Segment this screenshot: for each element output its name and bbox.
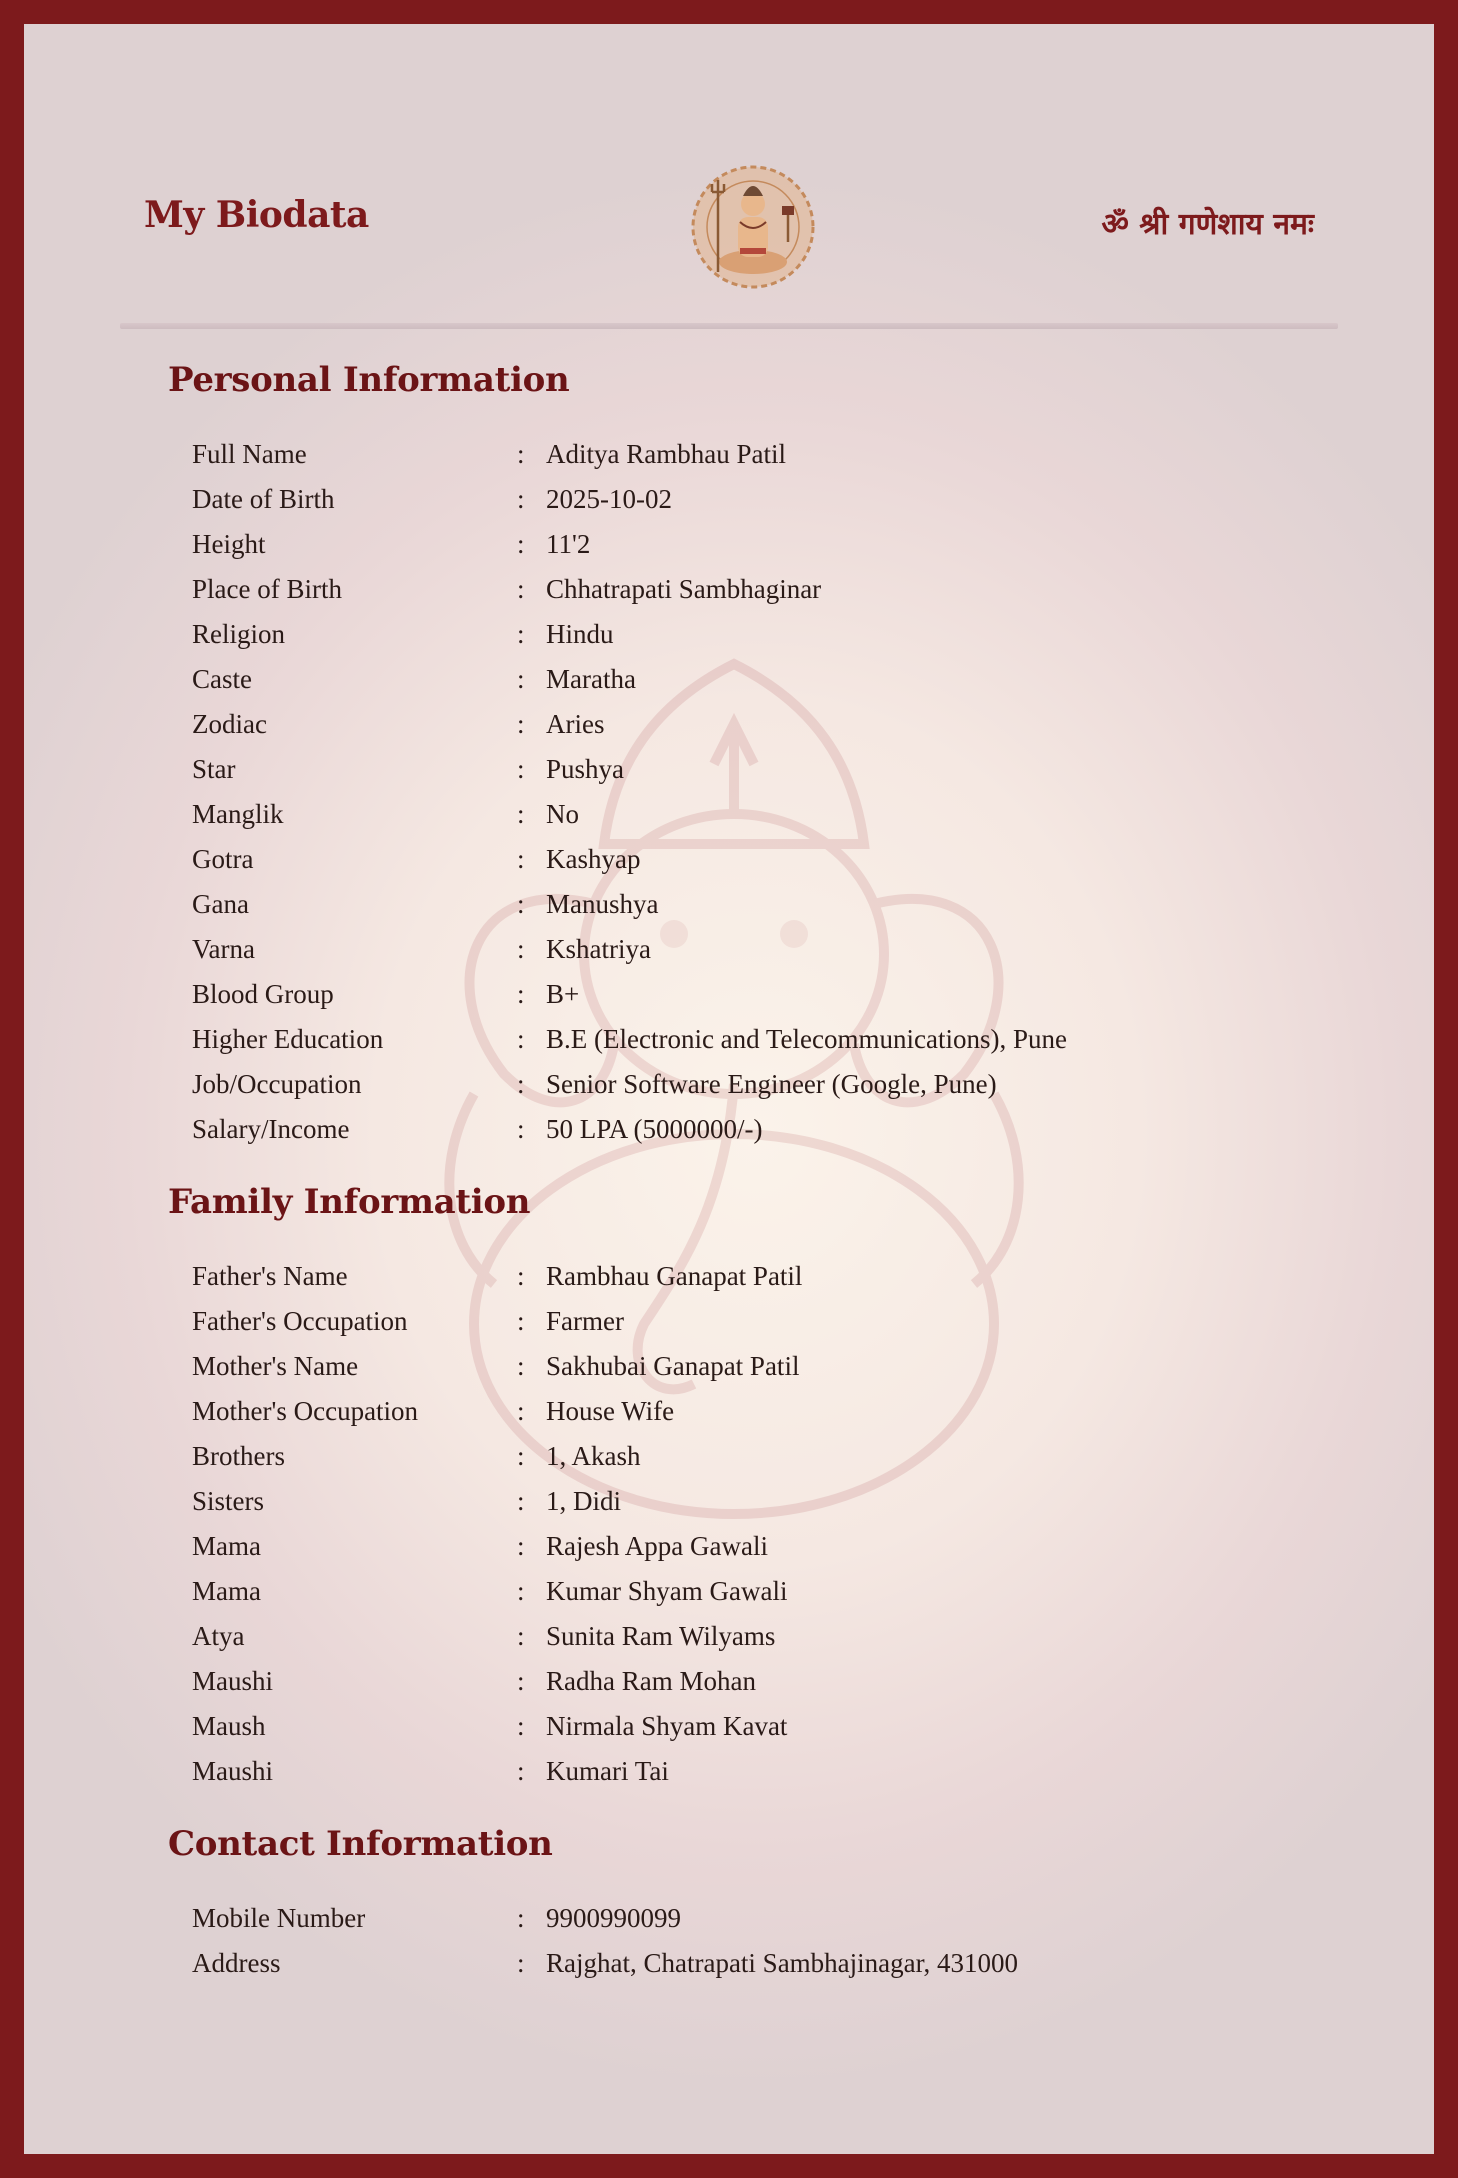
row-label: Height: [192, 529, 266, 559]
row-separator: :: [517, 484, 525, 514]
row-separator: :: [517, 1711, 525, 1741]
row-value: Rambhau Ganapat Patil: [546, 1261, 803, 1291]
row-separator: :: [517, 1351, 525, 1381]
row-value: No: [546, 799, 579, 829]
row-separator: :: [517, 1396, 525, 1426]
row-value: 2025-10-02: [546, 484, 672, 514]
row-separator: :: [517, 889, 525, 919]
row-label: Mother's Name: [192, 1351, 359, 1381]
row-label: Full Name: [192, 439, 307, 469]
row-label: Job/Occupation: [192, 1069, 362, 1099]
header-divider: [120, 323, 1338, 329]
row-separator: :: [517, 1903, 525, 1933]
section-title-personal: Personal Information: [168, 360, 570, 400]
row-value: Hindu: [546, 619, 614, 649]
row-label: Address: [192, 1948, 281, 1978]
row-separator: :: [517, 1621, 525, 1651]
page-header: [24, 24, 1434, 304]
row-label: Caste: [192, 664, 252, 694]
section-title-contact: Contact Information: [168, 1824, 553, 1864]
row-label: Blood Group: [192, 979, 334, 1009]
row-separator: :: [517, 799, 525, 829]
row-separator: :: [517, 1306, 525, 1336]
row-label: Maush: [192, 1711, 266, 1741]
row-label: Maushi: [192, 1666, 273, 1696]
row-value: Kashyap: [546, 844, 641, 874]
row-separator: :: [517, 1756, 525, 1786]
row-separator: :: [517, 1441, 525, 1471]
row-separator: :: [517, 574, 525, 604]
row-value: Nirmala Shyam Kavat: [546, 1711, 788, 1741]
row-separator: :: [517, 1576, 525, 1606]
biodata-page: [24, 24, 1434, 2154]
row-value: B+: [546, 979, 580, 1009]
row-label: Gana: [192, 889, 249, 919]
row-label: Sisters: [192, 1486, 265, 1516]
row-label: Brothers: [192, 1441, 285, 1471]
row-label: Father's Name: [192, 1261, 348, 1291]
row-label: Date of Birth: [192, 484, 335, 514]
row-separator: :: [517, 529, 525, 559]
row-separator: :: [517, 1948, 525, 1978]
row-separator: :: [517, 1531, 525, 1561]
row-label: Father's Occupation: [192, 1306, 408, 1336]
row-value: Rajghat, Chatrapati Sambhajinagar, 431000: [546, 1948, 1019, 1978]
row-value: 9900990099: [546, 1903, 681, 1933]
row-label: Mama: [192, 1531, 261, 1561]
shiva-emblem-icon: [688, 162, 818, 292]
row-value: B.E (Electronic and Telecommunications), Pune: [546, 1024, 1067, 1054]
page-title: My Biodata: [144, 194, 369, 236]
row-value: Chhatrapati Sambhaginar: [546, 574, 822, 604]
row-value: Radha Ram Mohan: [546, 1666, 756, 1696]
row-label: Maushi: [192, 1756, 273, 1786]
row-label: Salary/Income: [192, 1114, 350, 1144]
row-value: House Wife: [546, 1396, 675, 1426]
row-label: Mama: [192, 1576, 261, 1606]
row-value: Kshatriya: [546, 934, 651, 964]
row-label: Manglik: [192, 799, 284, 829]
mantra-text: ॐ श्री गणेशाय नमः: [1101, 207, 1314, 242]
section-title-family: Family Information: [168, 1182, 531, 1222]
row-separator: :: [517, 934, 525, 964]
row-value: Farmer: [546, 1306, 624, 1336]
row-separator: :: [517, 619, 525, 649]
row-value: 50 LPA (5000000/-): [546, 1114, 763, 1144]
row-separator: :: [517, 439, 525, 469]
row-value: Pushya: [546, 754, 625, 784]
row-value: Maratha: [546, 664, 636, 694]
row-value: Sunita Ram Wilyams: [546, 1621, 776, 1651]
row-separator: :: [517, 664, 525, 694]
row-separator: :: [517, 844, 525, 874]
row-value: 1, Akash: [546, 1441, 641, 1471]
row-value: Senior Software Engineer (Google, Pune): [546, 1069, 997, 1099]
row-value: Rajesh Appa Gawali: [546, 1531, 768, 1561]
row-value: Kumar Shyam Gawali: [546, 1576, 788, 1606]
row-label: Place of Birth: [192, 574, 342, 604]
row-value: Aditya Rambhau Patil: [546, 439, 786, 469]
row-label: Gotra: [192, 844, 254, 874]
row-separator: :: [517, 1114, 525, 1144]
row-label: Zodiac: [192, 709, 267, 739]
row-label: Higher Education: [192, 1024, 384, 1054]
row-value: Aries: [546, 709, 605, 739]
row-separator: :: [517, 979, 525, 1009]
row-separator: :: [517, 1024, 525, 1054]
row-label: Star: [192, 754, 236, 784]
row-value: Sakhubai Ganapat Patil: [546, 1351, 800, 1381]
row-label: Varna: [192, 934, 255, 964]
row-label: Atya: [192, 1621, 245, 1651]
row-separator: :: [517, 754, 525, 784]
row-separator: :: [517, 1069, 525, 1099]
row-value: Kumari Tai: [546, 1756, 669, 1786]
row-separator: :: [517, 1486, 525, 1516]
row-value: Manushya: [546, 889, 659, 919]
row-label: Religion: [192, 619, 285, 649]
row-separator: :: [517, 1261, 525, 1291]
row-separator: :: [517, 1666, 525, 1696]
row-value: 1, Didi: [546, 1486, 622, 1516]
row-label: Mobile Number: [192, 1903, 366, 1933]
row-label: Mother's Occupation: [192, 1396, 419, 1426]
row-separator: :: [517, 709, 525, 739]
row-value: 11'2: [546, 529, 591, 559]
